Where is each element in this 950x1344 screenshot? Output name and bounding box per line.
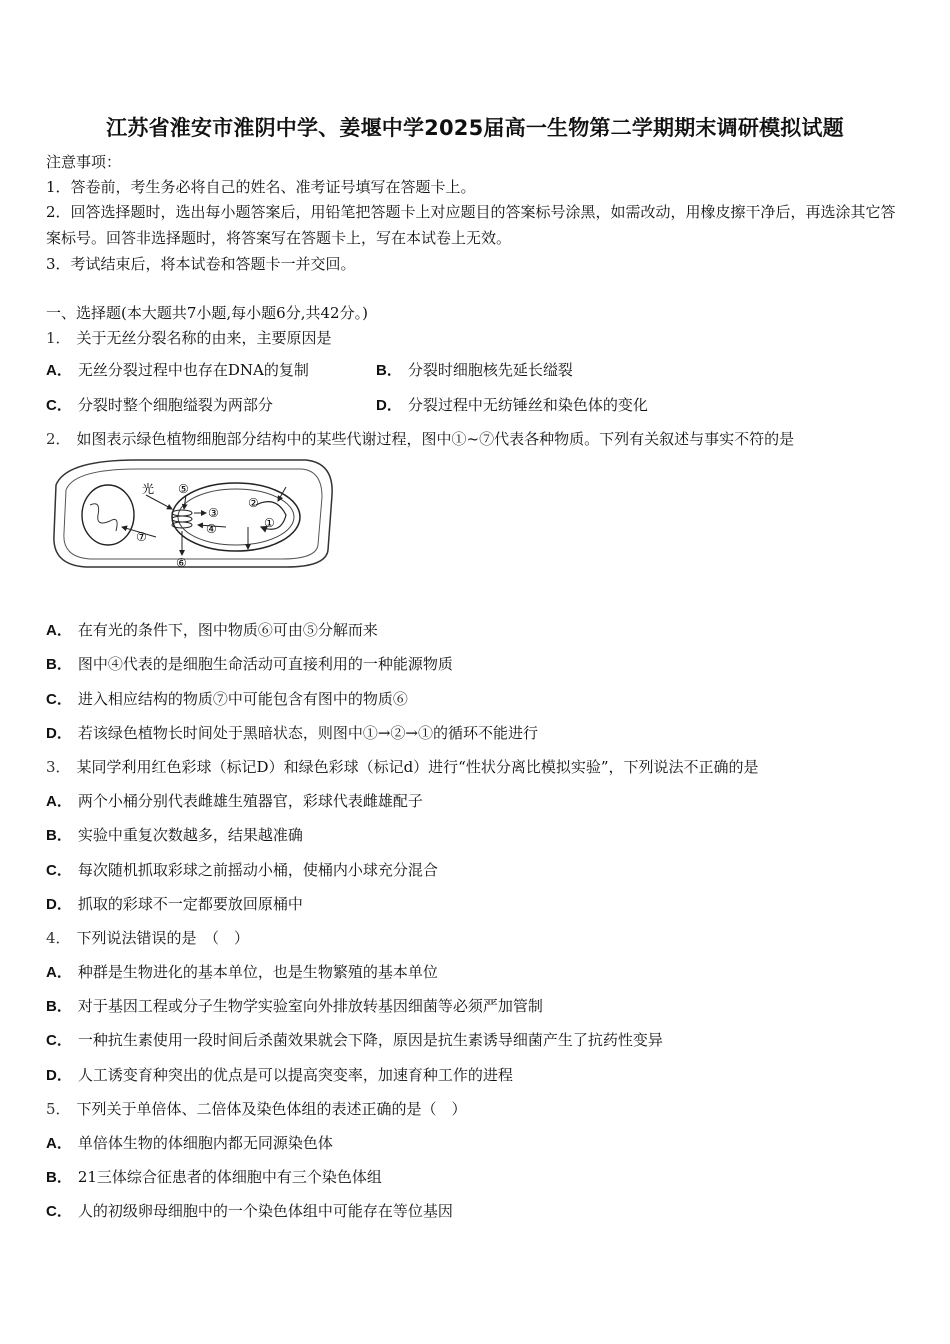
chloroplast-inner [178, 489, 294, 545]
q2-option-d [46, 723, 538, 744]
mitochondrion-cristae [90, 504, 117, 531]
q5-option-a [46, 1133, 333, 1154]
note-item-1: 1．答卷前，考生务必将自己的姓名、准考证号填写在答题卡上。 [46, 178, 476, 196]
question-2-stem [46, 429, 794, 449]
option-text: 分裂时整个细胞缢裂为两部分 [77, 396, 273, 414]
option-text: 每次随机抓取彩球之前摇动小桶，使桶内小球充分混合 [77, 861, 438, 879]
option-label: C． [46, 1203, 72, 1220]
q3-option-c [46, 860, 438, 881]
cell-outline [54, 460, 332, 567]
option-label: A． [46, 1135, 72, 1152]
q2-option-b [46, 654, 453, 675]
option-label: A． [46, 793, 72, 810]
option-text: 抓取的彩球不一定都要放回原桶中 [77, 895, 303, 913]
option-label: D． [376, 397, 402, 414]
q3-option-b [46, 825, 303, 846]
q1-option-a [46, 360, 309, 381]
q3-option-a [46, 791, 423, 812]
option-label: C． [46, 862, 72, 879]
label-six: ⑥ [176, 556, 187, 570]
question-text: 下列说法错误的是 （ ） [76, 929, 250, 947]
option-text: 图中④代表的是细胞生命活动可直接利用的一种能源物质 [77, 655, 453, 673]
option-text: 分裂时细胞核先延长缢裂 [407, 361, 573, 379]
label-three: ③ [208, 506, 219, 520]
option-label: C． [46, 1032, 72, 1049]
q4-option-c [46, 1030, 663, 1051]
option-text: 对于基因工程或分子生物学实验室向外排放转基因细菌等必须严加管制 [77, 997, 543, 1015]
option-text: 两个小桶分别代表雌雄生殖器官，彩球代表雌雄配子 [77, 792, 423, 810]
option-label: A． [46, 964, 72, 981]
question-number: 2． [46, 430, 71, 448]
q5-option-c [46, 1201, 453, 1222]
section-heading: 一、选择题(本大题共7小题,每小题6分,共42分。) [46, 304, 368, 322]
question-4-stem [46, 928, 249, 948]
q2-option-a [46, 620, 378, 641]
q1-option-c [46, 395, 273, 416]
arrow-out [278, 487, 286, 501]
label-seven: ⑦ [136, 530, 147, 544]
option-text: 人工诱变育种突出的优点是可以提高突变率，加速育种工作的进程 [77, 1066, 513, 1084]
question-1-stem [46, 328, 332, 348]
thylakoid-stack [172, 510, 192, 528]
option-text: 人的初级卵母细胞中的一个染色体组中可能存在等位基因 [77, 1202, 453, 1220]
question-3-stem [46, 757, 759, 777]
question-text: 如图表示绿色植物细胞部分结构中的某些代谢过程，图中①~⑦代表各种物质。下列有关叙述与事实不符的是 [76, 430, 795, 448]
option-label: D． [46, 896, 72, 913]
question-text: 某同学利用红色彩球（标记D）和绿色彩球（标记d）进行“性状分离比模拟实验”，下列说法不正确的是 [76, 758, 759, 776]
mitochondrion [82, 485, 134, 545]
option-label: D． [46, 725, 72, 742]
question-text: 下列关于单倍体、二倍体及染色体组的表述正确的是（ ） [76, 1100, 467, 1118]
label-light: 光 [142, 482, 155, 496]
option-text: 在有光的条件下，图中物质⑥可由⑤分解而来 [77, 621, 378, 639]
question-number: 1． [46, 329, 71, 347]
option-label: A． [46, 362, 72, 379]
option-label: A． [46, 622, 72, 639]
q4-option-a [46, 962, 438, 983]
question-text: 关于无丝分裂名称的由来，主要原因是 [76, 329, 332, 347]
option-text: 实验中重复次数越多，结果越准确 [77, 826, 303, 844]
option-text: 若该绿色植物长时间处于黑暗状态，则图中①→②→①的循环不能进行 [77, 724, 538, 742]
option-label: B． [46, 1169, 72, 1186]
option-text: 21三体综合征患者的体细胞中有三个染色体组 [77, 1168, 382, 1186]
q2-option-c [46, 689, 408, 710]
arrow-light [146, 495, 172, 509]
option-label: B． [46, 998, 72, 1015]
notes-heading: 注意事项： [46, 153, 122, 171]
option-label: C． [46, 397, 72, 414]
option-label: D． [46, 1067, 72, 1084]
option-label: B． [46, 827, 72, 844]
option-label: C． [46, 691, 72, 708]
question-number: 5． [46, 1100, 71, 1118]
q3-option-d [46, 894, 303, 915]
option-text: 无丝分裂过程中也存在DNA的复制 [77, 361, 309, 379]
note-item-3: 3．考试结束后，将本试卷和答题卡一并交回。 [46, 255, 356, 273]
option-text: 单倍体生物的体细胞内都无同源染色体 [77, 1134, 333, 1152]
q4-option-b [46, 996, 543, 1017]
q1-option-d [376, 395, 648, 416]
label-two: ② [248, 496, 259, 510]
label-five: ⑤ [178, 482, 189, 496]
option-text: 进入相应结构的物质⑦中可能包含有图中的物质⑥ [77, 690, 408, 708]
option-text: 一种抗生素使用一段时间后杀菌效果就会下降，原因是抗生素诱导细菌产生了抗药性变异 [77, 1031, 663, 1049]
cell-metabolism-diagram [46, 455, 338, 573]
cell-inner-outline [64, 469, 322, 559]
question-5-stem [46, 1099, 467, 1119]
question-number: 4． [46, 929, 71, 947]
option-label: B． [46, 656, 72, 673]
q5-option-b [46, 1167, 382, 1188]
exam-title: 江苏省淮安市淮阴中学、姜堰中学2025届高一生物第二学期期末调研模拟试题 [106, 116, 844, 140]
q4-option-d [46, 1065, 513, 1086]
note-item-2: 2．回答选择题时，选出每小题答案后，用铅笔把答题卡上对应题目的答案标号涂黑，如需改动，用橡皮擦干净后，再选涂其它答案标号。回答非选择题时，将答案写在答题卡上，写在本试卷上无效。 [46, 203, 896, 247]
option-label: B． [376, 362, 402, 379]
label-four: ④ [206, 522, 217, 536]
question-number: 3． [46, 758, 71, 776]
q1-option-b [376, 360, 573, 381]
option-text: 种群是生物进化的基本单位，也是生物繁殖的基本单位 [77, 963, 438, 981]
label-one: ① [264, 516, 275, 530]
option-text: 分裂过程中无纺锤丝和染色体的变化 [407, 396, 648, 414]
